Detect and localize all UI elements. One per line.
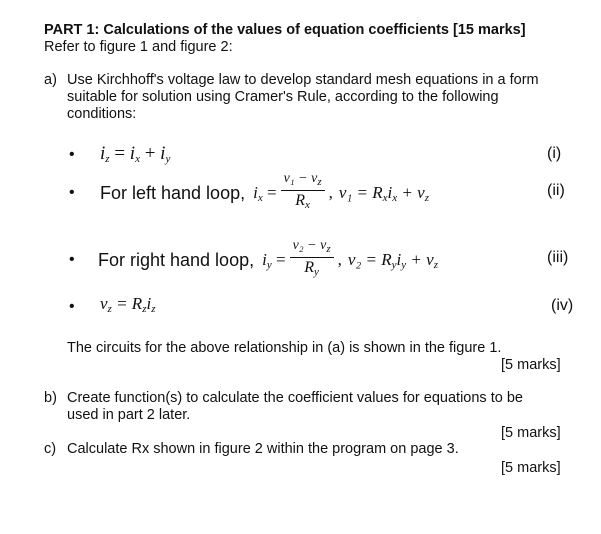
eq2-label: For left hand loop, xyxy=(100,182,246,203)
eq2-frac-num-sub: z xyxy=(317,176,322,188)
part-c-marks: [5 marks] xyxy=(501,460,561,476)
eq1-plus: + xyxy=(139,143,161,164)
eq2-rhs-c: + v xyxy=(397,182,425,202)
eq3-frac-den-sub: y xyxy=(314,266,319,278)
equation-ii xyxy=(100,168,429,218)
equation-number-iv: (iv) xyxy=(551,297,574,314)
bullet-3: • xyxy=(69,251,75,268)
eq4-mid-sub: z xyxy=(142,303,147,315)
eq2-lhs-sub: x xyxy=(257,191,263,204)
bullet-4: • xyxy=(69,298,75,315)
eq2-rhs-a-sub: x xyxy=(382,191,388,204)
eq2-frac-den-sub: x xyxy=(305,199,310,211)
eq1-lhs-sub: z xyxy=(105,153,110,165)
eq2-rhs-a: v₁ = R xyxy=(338,182,383,202)
eq1-a-sub: x xyxy=(135,153,140,165)
equation-iii xyxy=(98,235,438,285)
eq2-equals: = xyxy=(262,182,277,202)
bullet-2: • xyxy=(69,184,75,201)
eq3-frac-num: v₂ − v xyxy=(292,238,327,253)
eq2-rhs-b-sub: x xyxy=(392,191,398,204)
page-title: PART 1: Calculations of the values of equation coefficients [15 marks] xyxy=(44,22,526,38)
eq3-lhs-sub: y xyxy=(266,258,272,271)
part-a-label: a) xyxy=(44,72,57,88)
eq3-rhs-a: v₂ = R xyxy=(347,249,392,269)
eq3-rhs-c: + v xyxy=(406,249,434,269)
part-b-marks: [5 marks] xyxy=(501,425,561,441)
eq2-frac-num: v₁ − v xyxy=(283,171,318,186)
eq2-lhs: i xyxy=(253,182,258,202)
bullet-1: • xyxy=(69,146,75,163)
part-a-text-line3: conditions: xyxy=(67,106,137,122)
eq3-rhs-b-sub: y xyxy=(401,258,407,271)
eq2-comma: , xyxy=(328,183,333,202)
eq1-b: i xyxy=(160,143,166,164)
part-a-marks: [5 marks] xyxy=(501,357,561,373)
eq3-frac-den: R xyxy=(304,259,315,276)
circuits-note: The circuits for the above relationship in (a) is shown in the figure 1. xyxy=(67,340,502,356)
eq1-lhs: i xyxy=(100,143,106,164)
part-a-text-line2: suitable for solution using Cramer's Rule, according to the following xyxy=(67,89,499,105)
equation-i xyxy=(100,143,170,165)
eq2-rhs-b: i xyxy=(387,182,393,202)
eq3-label: For right hand loop, xyxy=(98,249,255,270)
equation-number-iii: (iii) xyxy=(547,249,569,266)
eq3-comma: , xyxy=(337,250,342,269)
eq4-lhs: v xyxy=(100,294,108,313)
eq4-mid: = R xyxy=(111,294,143,313)
page-subtitle: Refer to figure 1 and figure 2: xyxy=(44,39,233,55)
equation-number-ii: (ii) xyxy=(547,182,565,199)
eq1-equals: = xyxy=(109,143,130,164)
eq2-frac-den: R xyxy=(295,192,306,209)
eq4-rhs: i xyxy=(146,294,152,313)
equation-iv xyxy=(100,294,155,315)
eq3-rhs-c-sub: z xyxy=(433,258,438,271)
eq3-equals: = xyxy=(271,249,286,269)
eq1-a: i xyxy=(129,143,136,164)
part-c-label: c) xyxy=(44,441,57,457)
eq3-lhs: i xyxy=(262,249,267,269)
eq2-fraction xyxy=(281,171,325,215)
equation-number-i: (i) xyxy=(547,145,562,162)
eq3-rhs-a-sub: y xyxy=(391,258,397,271)
eq2-rhs-c-sub: z xyxy=(424,191,429,204)
eq4-lhs-sub: z xyxy=(107,303,112,315)
part-b-text-line1: Create function(s) to calculate the coefficient values for equations to be xyxy=(67,390,523,406)
eq4-rhs-sub: z xyxy=(151,303,156,315)
eq3-rhs-b: i xyxy=(396,249,402,269)
part-c-text: Calculate Rx shown in figure 2 within the program on page 3. xyxy=(67,441,459,457)
eq3-fraction xyxy=(290,238,334,282)
part-b-text-line2: used in part 2 later. xyxy=(67,407,191,423)
part-a-text-line1: Use Kirchhoff's voltage law to develop standard mesh equations in a form xyxy=(67,72,539,88)
eq1-b-sub: y xyxy=(165,153,171,165)
part-b-label: b) xyxy=(44,390,57,406)
eq3-frac-num-sub: z xyxy=(326,243,331,255)
